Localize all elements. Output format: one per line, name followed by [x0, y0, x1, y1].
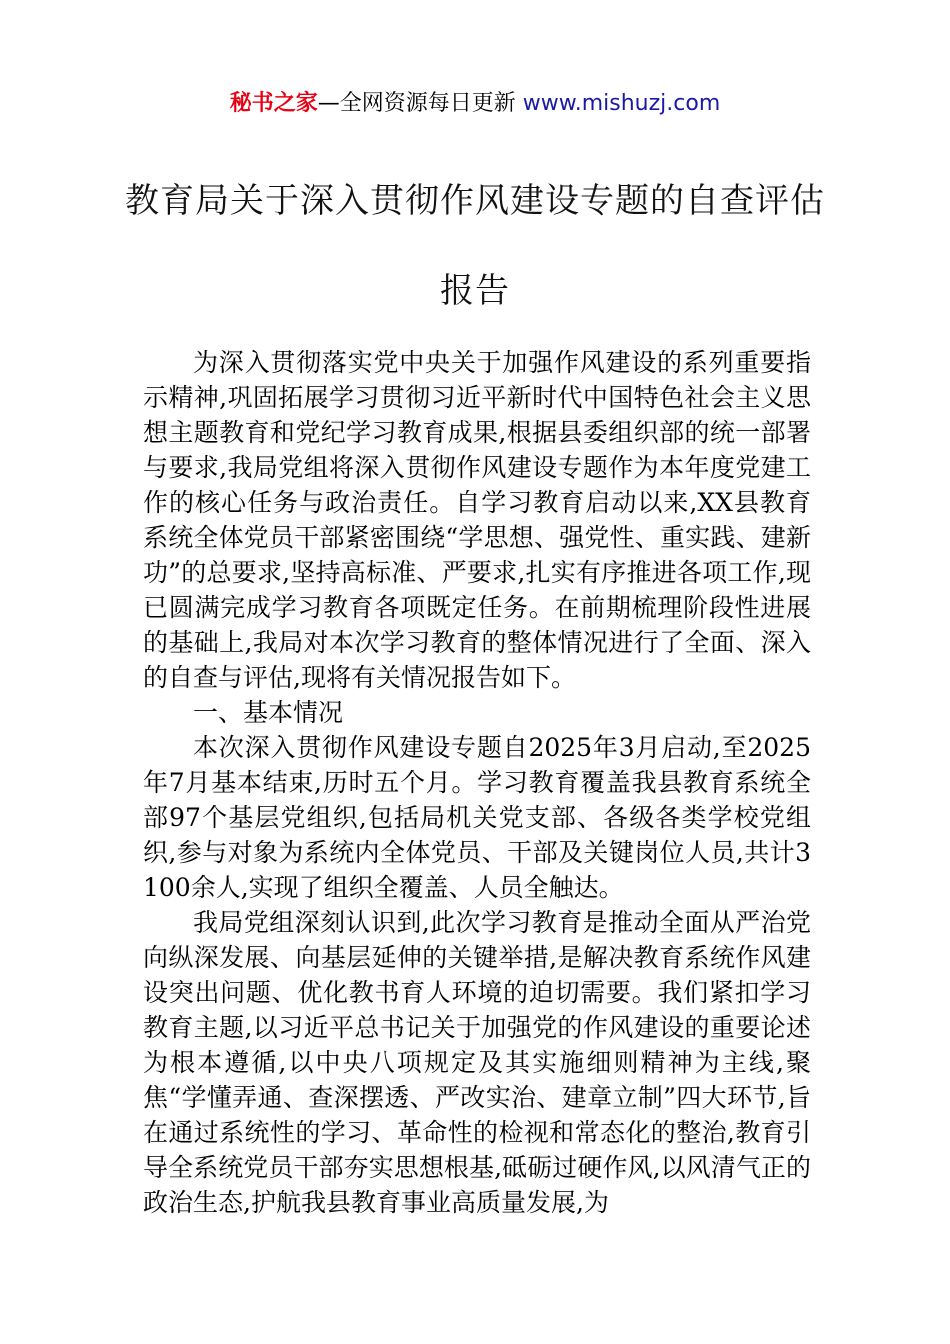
site-slogan: —全网资源每日更新 [317, 91, 516, 116]
intro-paragraph: 为深入贯彻落实党中央关于加强作风建设的系列重要指示精神,巩固拓展学习贯彻习近平新时代中国特色社会主义思想主题教育和党纪学习教育成果,根据县委组织部的统一部署与要求,我局党组将深入贯彻作风建设专题作为本年度党建工作的核心任务与政治责任。自学习教育启动以来,XX县教育系统全体党员干部紧密围绕“学思想、强党性、重实践、建新功”的总要求,坚持高标准、严要求,扎实有序推进各项工作,现已圆满完成学习教育各项既定任务。在前期梳理阶段性进展的基础上,我局对本次学习教育的整体情况进行了全面、深入的自查与评估,现将有关情况报告如下。 [143, 348, 811, 692]
section-heading-basic-situation: 一、基本情况 [193, 698, 344, 727]
document-body [143, 345, 811, 1220]
body-paragraph: 我局党组深刻认识到,此次学习教育是推动全面从严治党向纵深发展、向基层延伸的关键举措,是解决教育系统作风建设突出问题、优化教书育人环境的迫切需要。我们紧扣学习教育主题,以习近平总书记关于加强党的作风建设的重要论述为根本遵循,以中央八项规定及其实施细则精神为主线,聚焦“学懂弄通、查深摆透、严改实治、建章立制”四大环节,旨在通过系统性的学习、革命性的检视和常态化的整治,教育引导全系统党员干部夯实思想根基,砥砺过硬作风,以风清气正的政治生态,护航我县教育事业高质量发展,为 [143, 908, 811, 1217]
site-brand: 秘书之家 [229, 91, 318, 116]
body-paragraph: 本次深入贯彻作风建设专题自2025年3月启动,至2025年7月基本结束,历时五个月。学习教育覆盖我县教育系统全部97个基层党组织,包括局机关党支部、各级各类学校党组织,参与对象为系统内全体党员、干部及关键岗位人员,共计3100余人,实现了组织全覆盖、人员全触达。 [143, 733, 811, 902]
document-title: 教育局关于深入贯彻作风建设专题的自查评估报告 [125, 181, 825, 311]
site-header [0, 88, 950, 120]
site-url-link[interactable]: www.mishuzj.com [522, 91, 721, 116]
